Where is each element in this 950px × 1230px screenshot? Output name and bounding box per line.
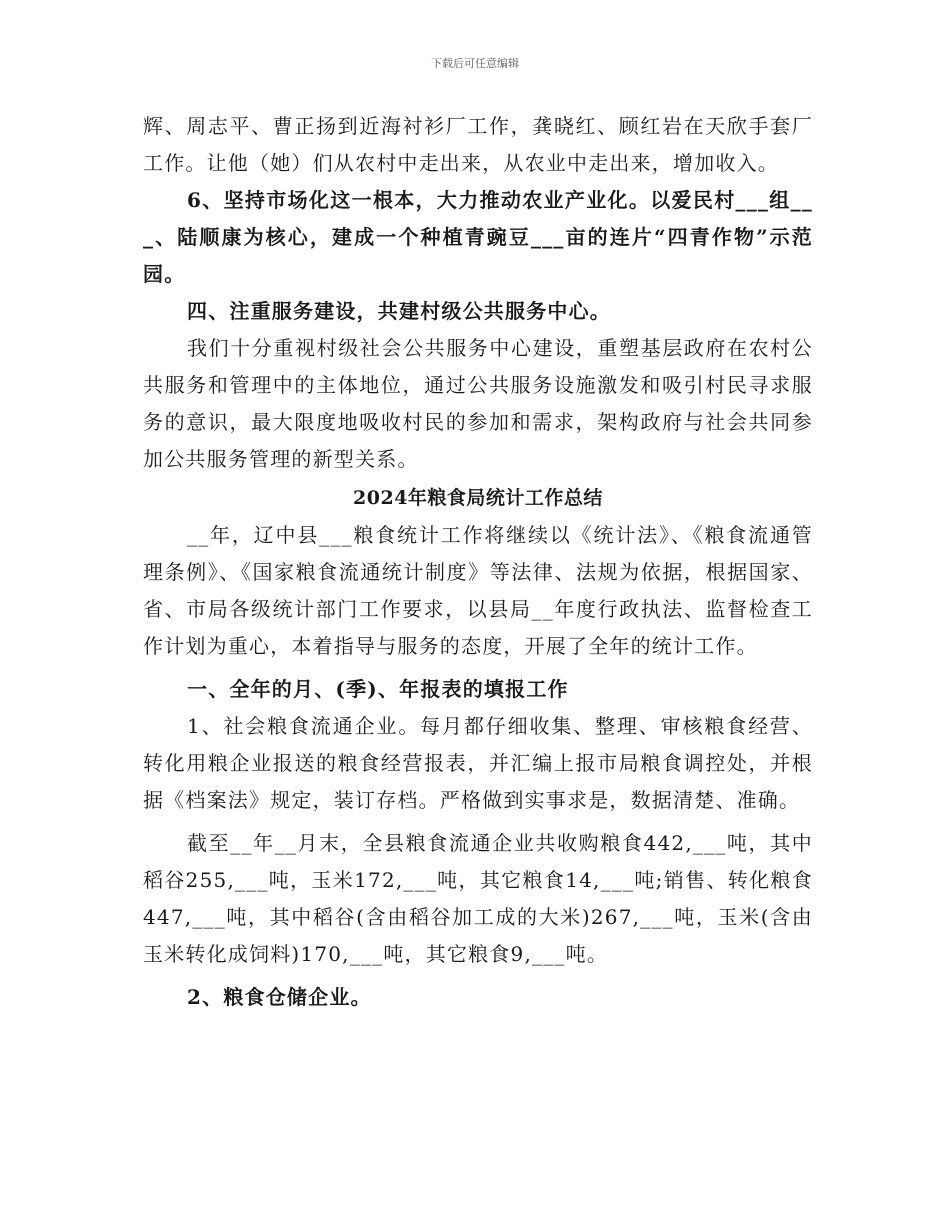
section-heading-1: 一、全年的月、(季)、年报表的填报工作 bbox=[187, 677, 569, 701]
document-title: 2024年粮食局统计工作总结 bbox=[353, 487, 603, 509]
paragraph-intro: __年，辽中县___粮食统计工作将继续以《统计法》、《粮食流通管理条例》、《国家粮食流通统计制度》等法律、法规为依据，根据国家、省、市局各级统计部门工作要求，以县局__年度行政执法、监督检查工作计划为重心，本着指导与服务的态度，开展了全年的统计工作。 bbox=[143, 523, 813, 658]
page-header-note: 下载后可任意编辑 bbox=[431, 57, 519, 70]
paragraph-continuation: 辉、周志平、曹正扬到近海衬衫厂工作，龚晓红、顾红岩在天欣手套厂工作。让他（她）们从农村中走出来，从农业中走出来，增加收入。 bbox=[143, 114, 813, 175]
paragraph-item-1: 1、社会粮食流通企业。每月都仔细收集、整理、审核粮食经营、转化用粮企业报送的粮食经营报表，并汇编上报市局粮食调控处，并根据《档案法》规定，装订存档。严格做到实事求是，数据清楚、准确。 bbox=[143, 714, 813, 812]
paragraph-item-6: 6、坚持市场化这一根本，大力推动农业产业化。以爱民村___组___、陆顺康为核心，建成一个种植青豌豆___亩的连片“四青作物”示范园。 bbox=[143, 188, 813, 286]
section-heading-4: 四、注重服务建设，共建村级公共服务中心。 bbox=[187, 299, 611, 323]
paragraph-item-2: 2、粮食仓储企业。 bbox=[187, 985, 372, 1009]
paragraph-statistics: 截至__年__月末，全县粮食流通企业共收购粮食442,___吨，其中稻谷255,___吨，玉米172,___吨，其它粮食14,___吨;销售、转化粮食447,___吨，其中稻谷(含由稻谷加工成的大米)267,___吨，玉米(含由玉米转化成饲料)170,___吨，其它粮食9,___吨。 bbox=[143, 831, 813, 966]
paragraph-service-center: 我们十分重视村级社会公共服务中心建设，重塑基层政府在农村公共服务和管理中的主体地位，通过公共服务设施激发和吸引村民寻求服务的意识，最大限度地吸收村民的参加和需求，架构政府与社会共同参加公共服务管理的新型关系。 bbox=[143, 336, 813, 471]
document-body bbox=[143, 108, 813, 1016]
